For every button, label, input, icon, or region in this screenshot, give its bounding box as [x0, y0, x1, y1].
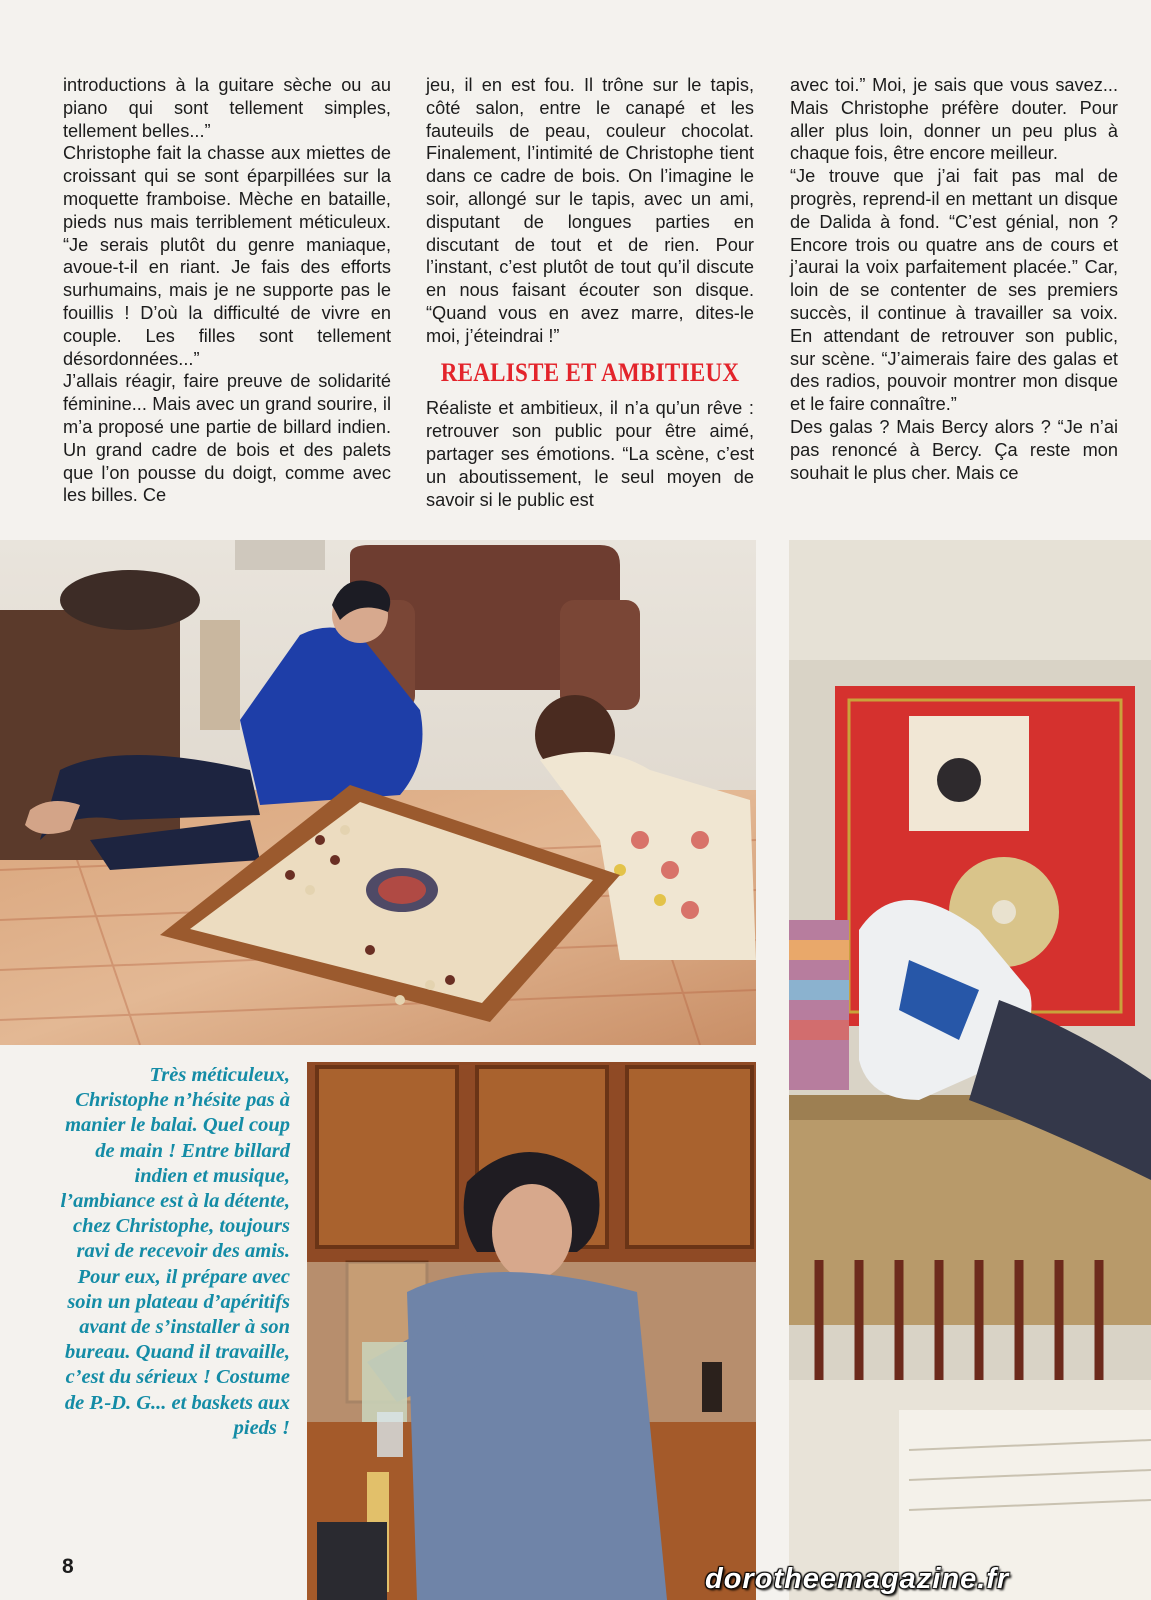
paragraph: jeu, il en est fou. Il trône sur le tapis, côté salon, entre le canapé et les fauteuils de peau, couleur chocolat. Finalement, l’intimité de Christophe tient dans ce cadre de bois. On l’imagine le soir, allongé sur le tapis, avec un ami, disputant de longues parties en discutant de tout et de rien. Pour l’instant, c’est plutôt de tout qu’il discute en nous faisant écouter son disque. “Quand vous en avez marre, dites-le moi, j’éteindrai !”	[426, 75, 754, 346]
section-heading: REALISTE ET AMBITIEUX	[440, 357, 740, 387]
paragraph: avec toi.” Moi, je sais que vous savez... Mais Christophe préfère douter. Pour aller plus loin, donner un peu plus à chaque fois, être encore meilleur.	[790, 75, 1118, 164]
page-number: 8	[62, 1555, 74, 1578]
site-watermark: dorotheemagazine.fr	[705, 1563, 1010, 1595]
office-desk-photo	[789, 540, 1151, 1600]
paragraph: Des galas ? Mais Bercy alors ? “Je n’ai pas renoncé à Bercy. Ça reste mon souhait le plus cher. Mais ce	[790, 416, 1118, 483]
photo-caption: Très méticuleux, Christophe n’hésite pas à manier le balai. Quel coup de main ! Entre billard indien et musique, l’ambiance est à la détente, chez Christophe, toujours ravi de recevoir des amis. Pour eux, il prépare avec soin un plateau d’apéritifs avant de s’installer à son bureau. Quand il travaille, c’est du sérieux ! Costume de P.-D. G... et baskets aux pieds !	[60, 1064, 290, 1439]
paragraph: J’allais réagir, faire preuve de solidarité féminine... Mais avec un grand sourire, il m’a proposé une partie de billard indien. Un grand cadre de bois et des palets que l’on pousse du doigt, comme avec les billes. Ce	[63, 371, 391, 506]
paragraph: Réaliste et ambitieux, il n’a qu’un rêve : retrouver son public pour être aimé, partager ses émotions. “La scène, c’est un aboutissement, le seul moyen de savoir si le public est	[426, 398, 754, 510]
article-column-3	[790, 74, 1118, 484]
paragraph: Christophe fait la chasse aux miettes de croissant qui se sont éparpillées sur la moquette framboise. Mèche en bataille, pieds nus mais terriblement méticuleux. “Je serais plutôt du genre maniaque, avoue-t-il en riant. Je fais des efforts surhumains, mais je ne supporte pas le fouillis ! D’où la difficulté de vivre en couple. Les filles sont tellement désordonnées...”	[63, 143, 391, 369]
article-column-1	[63, 74, 391, 507]
paragraph: introductions à la guitare sèche ou au piano qui sont tellement simples, tellement belles...”	[63, 75, 391, 141]
article-column-2	[426, 74, 754, 511]
carrom-game-photo	[0, 540, 756, 1045]
paragraph: “Je trouve que j’ai fait pas mal de progrès, reprend-il en mettant un disque de Dalida à fond. “C’est génial, non ? Encore trois ou quatre ans de cours et j’aurai la voix parfaitement placée.” Car, loin de se contenter de ses premiers succès, il continue à travailler sa voix. En attendant de retrouver son public, sur scène. “J’aimerais faire des galas et des radios, pouvoir montrer mon disque et le faire connaître.”	[790, 166, 1118, 415]
kitchen-drinks-photo	[307, 1062, 756, 1600]
